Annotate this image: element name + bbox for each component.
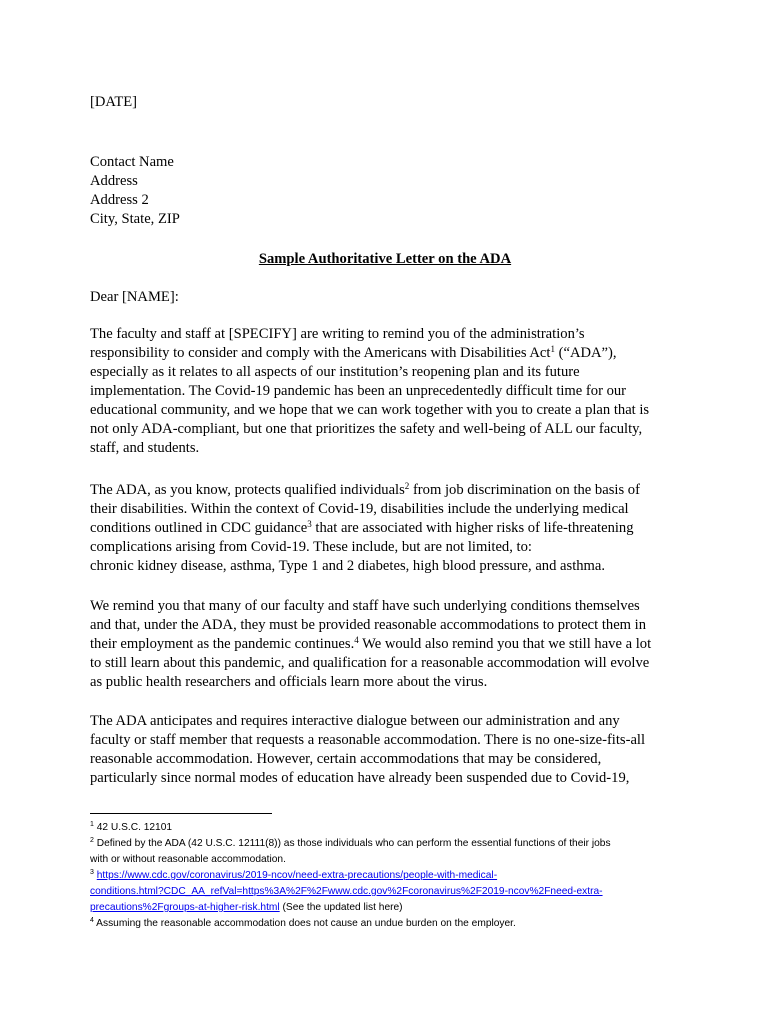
para-line: faculty or staff member that requests a reasonable accommodation. There is no one-size-fits-all xyxy=(90,732,646,748)
para-line xyxy=(90,519,690,538)
date-text: [DATE] xyxy=(90,94,138,110)
para-text: responsibility to consider and comply with the Americans with Disabilities Act xyxy=(90,345,551,361)
para-text: The ADA, as you know, protects qualified individuals xyxy=(90,482,405,498)
para-line: The ADA anticipates and requires interactive dialogue between our administration and any xyxy=(90,713,620,729)
recipient-address xyxy=(90,153,690,229)
address-line-1: Address xyxy=(90,173,138,189)
para-line: especially as it relates to all aspects of our institution’s reopening plan and its future xyxy=(90,364,580,380)
paragraph-1 xyxy=(90,325,690,458)
para-line: reasonable accommodation. However, certain accommodations that may be considered, xyxy=(90,751,602,767)
footnote-ref-1: 1 xyxy=(550,344,555,354)
address-line-2: Address 2 xyxy=(90,192,149,208)
para-text: that are associated with higher risks of life-threatening xyxy=(311,520,634,536)
para-text: conditions outlined in CDC guidance xyxy=(90,520,308,536)
para-text: (“ADA”), xyxy=(554,345,617,361)
cdc-link-cont[interactable]: conditions.html?CDC_AA_refVal=https%3A%2F%2Fwww.cdc.gov%2Fcoronavirus%2F2019-ncov%2Fneed-extra- xyxy=(90,886,603,897)
para-text: from job discrimination on the basis of xyxy=(409,482,640,498)
para-line: staff, and students. xyxy=(90,440,200,456)
paragraph-2 xyxy=(90,481,690,576)
footnote-4 xyxy=(90,916,690,932)
footnote-text: 42 U.S.C. 12101 xyxy=(93,822,173,833)
footnote-num: 1 xyxy=(90,821,94,828)
para-line: complications arising from Covid-19. These include, but are not limited, to: xyxy=(90,539,532,555)
footnote-text: (See the updated list here) xyxy=(279,902,403,913)
city-state-zip: City, State, ZIP xyxy=(90,211,180,227)
para-line xyxy=(90,635,690,654)
para-line: not only ADA-compliant, but one that prioritizes the safety and well-being of ALL our faculty, xyxy=(90,421,643,437)
footnote-3 xyxy=(90,868,690,884)
para-line: educational community, and we hope that we can work together with you to create a plan that is xyxy=(90,402,650,418)
para-line xyxy=(90,344,690,363)
footnote-2-cont: with or without reasonable accommodation. xyxy=(90,854,286,865)
paragraph-3 xyxy=(90,597,690,692)
para-line: to still learn about this pandemic, and qualification for a reasonable accommodation will evolve xyxy=(90,655,650,671)
para-line: as public health researchers and officials learn more about the virus. xyxy=(90,674,488,690)
para-text: their employment as the pandemic continues. xyxy=(90,636,355,652)
para-line xyxy=(90,481,690,500)
footnote-text: Defined by the ADA (42 U.S.C. 12111(8)) as those individuals who can perform the essential functions of their jobs xyxy=(93,838,611,849)
letter-title: Sample Authoritative Letter on the ADA xyxy=(258,251,512,267)
para-line: particularly since normal modes of education have already been suspended due to Covid-19, xyxy=(90,770,630,786)
footnote-num: 2 xyxy=(90,837,94,844)
footnote-ref-3: 3 xyxy=(307,519,312,529)
footnote-ref-4: 4 xyxy=(354,635,359,645)
salutation-text: Dear [NAME]: xyxy=(90,289,179,305)
para-line: chronic kidney disease, asthma, Type 1 and 2 diabetes, high blood pressure, and asthma. xyxy=(90,558,606,574)
footnote-separator xyxy=(90,813,272,814)
footnote-3-cont xyxy=(90,884,690,900)
cdc-link[interactable]: https://www.cdc.gov/coronavirus/2019-ncov/need-extra-precautions/people-with-medical- xyxy=(96,870,498,881)
para-line: their disabilities. Within the context of Covid-19, disabilities include the underlying medical xyxy=(90,501,629,517)
date-line xyxy=(90,93,690,112)
para-line: We remind you that many of our faculty and staff have such underlying conditions themselves xyxy=(90,598,640,614)
footnote-num: 3 xyxy=(90,869,94,876)
footnote-num: 4 xyxy=(90,917,94,924)
contact-name: Contact Name xyxy=(90,154,174,170)
para-line: implementation. The Covid-19 pandemic has been an unprecedentedly difficult time for our xyxy=(90,383,627,399)
para-line: and that, under the ADA, they must be provided reasonable accommodations to protect them in xyxy=(90,617,647,633)
footnote-text: Assuming the reasonable accommodation does not cause an undue burden on the employer. xyxy=(93,918,516,929)
footnote-2 xyxy=(90,836,690,852)
footnote-ref-2: 2 xyxy=(404,481,410,491)
cdc-link-cont[interactable]: precautions%2Fgroups-at-higher-risk.html xyxy=(90,902,280,913)
footnotes xyxy=(90,820,690,932)
salutation xyxy=(90,288,690,307)
footnote-1 xyxy=(90,820,690,836)
para-line: The faculty and staff at [SPECIFY] are writing to remind you of the administration’s xyxy=(90,326,585,342)
para-text: We would also remind you that we still have a lot xyxy=(358,636,652,652)
footnote-3-cont xyxy=(90,900,690,916)
paragraph-4 xyxy=(90,712,690,788)
